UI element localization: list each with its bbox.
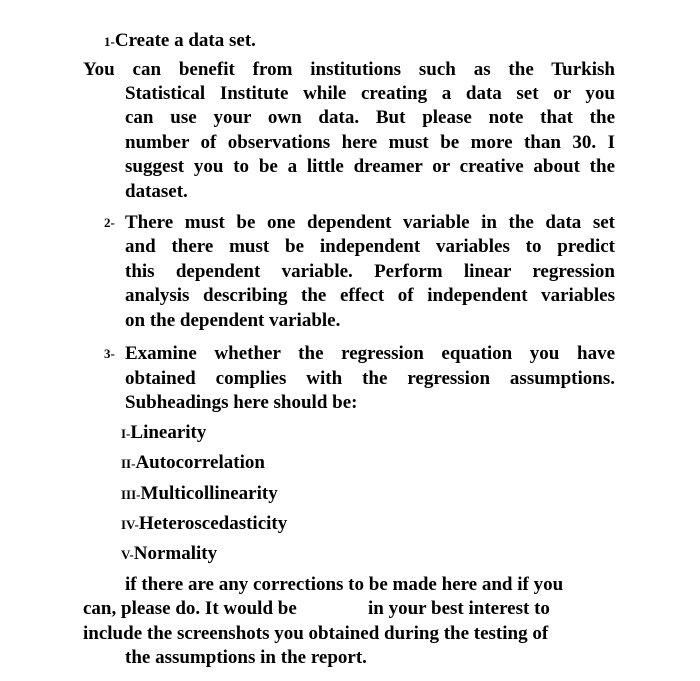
subheading-label: Normality — [133, 543, 218, 564]
subheading-number: III- — [121, 487, 141, 502]
item-2-line-2: and there must be independent variables to predict — [125, 236, 615, 257]
item-1-line-5: suggest you to be a little dreamer or creative about the — [125, 156, 615, 177]
subheading-autocorrelation — [121, 451, 265, 476]
subheading-multicollinearity — [121, 482, 278, 507]
subheading-normality — [121, 542, 217, 567]
subheading-number: IV- — [121, 517, 139, 532]
subheading-label: Autocorrelation — [135, 452, 265, 473]
closing-line-2b: in your best interest to — [368, 598, 550, 619]
subheading-label: Linearity — [130, 422, 207, 443]
item-3-number: 3- — [104, 346, 115, 361]
item-1-number: 1- — [104, 34, 115, 49]
closing-line-1: if there are any corrections to be made here and if you — [125, 574, 564, 595]
item-1-line-3: can use your own data. But please note that the — [125, 107, 615, 128]
subheading-linearity — [121, 421, 206, 446]
closing-line-4: the assumptions in the report. — [125, 647, 367, 668]
item-2-number: 2- — [104, 215, 115, 230]
item-1-title: Create a data set. — [114, 30, 256, 51]
item-1-line-6: dataset. — [125, 181, 188, 202]
item-2-line-5: on the dependent variable. — [125, 310, 341, 331]
item-2-line-3: this dependent variable. Perform linear regression — [125, 261, 615, 282]
item-1-heading — [104, 29, 256, 54]
item-2-line-4: analysis describing the effect of independent variables — [125, 285, 615, 306]
subheading-number: I- — [121, 426, 131, 441]
subheading-label: Multicollinearity — [140, 483, 278, 504]
item-3-line-1: Examine whether the regression equation you have — [125, 343, 615, 364]
item-3-line-2: obtained complies with the regression assumptions. — [125, 368, 615, 389]
item-3-line-3: Subheadings here should be: — [125, 392, 358, 413]
item-1-line-2: Statistical Institute while creating a data set or you — [125, 83, 615, 104]
closing-line-2a: can, please do. It would be — [83, 598, 297, 619]
item-1-line-4: number of observations here must be more than 30. I — [125, 132, 615, 153]
subheading-label: Heteroscedasticity — [138, 513, 288, 534]
subheading-number: V- — [121, 547, 134, 562]
subheading-number: II- — [121, 456, 136, 471]
subheading-heteroscedasticity — [121, 512, 287, 537]
item-2-line-1: There must be one dependent variable in the data set — [125, 212, 615, 233]
item-1-line-1: You can benefit from institutions such as the Turkish — [83, 59, 615, 80]
closing-line-3: include the screenshots you obtained during the testing of — [83, 623, 549, 644]
